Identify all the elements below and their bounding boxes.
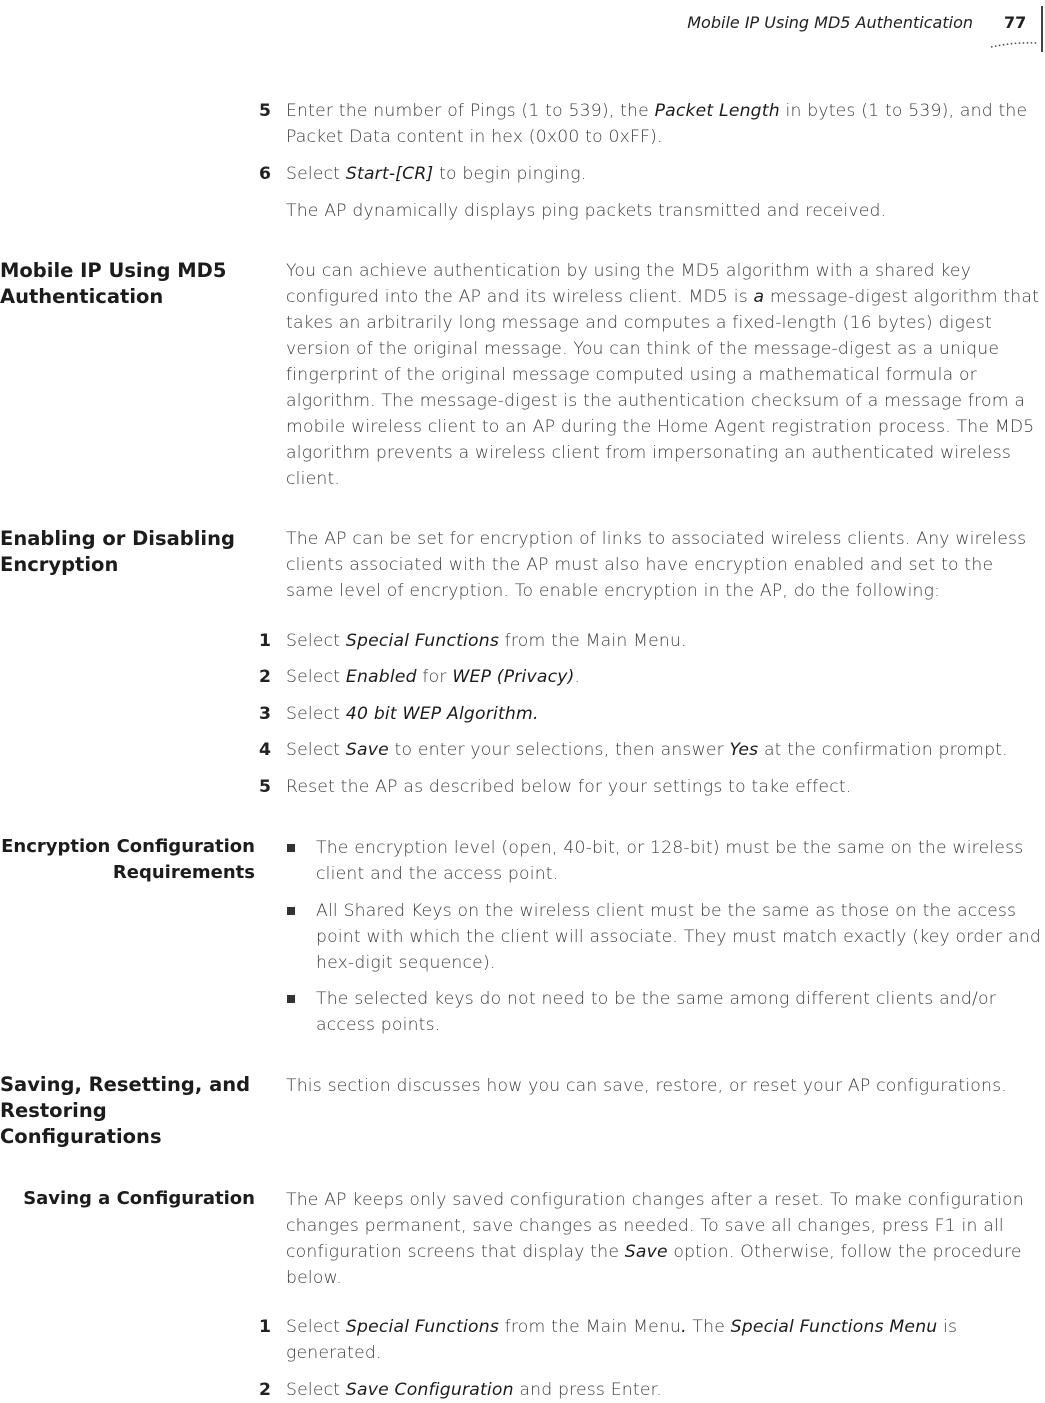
ui-term: Special Functions bbox=[345, 1317, 499, 1337]
md5-body: You can achieve authentication by using the MD5 algorithm with a shared key configured into the AP and its wireless client. MD5 is a message-digest algorithm that takes an arbitrarily long message and computes a fixed-length (16 bytes) digest version of the original message. You can think of the message-digest as a unique fingerprint of the original message computed using a mathematical formula or algorithm. The message-digest is the authentication checksum of a message from a mobile wireless client to an AP during the Home Agent registration process. The MD5 algorithm prevents a wireless client from impersonating an authenticated wireless client. bbox=[286, 261, 1040, 489]
saving-body: This section discusses how you can save, restore, or reset your AP configurations. bbox=[286, 1076, 1007, 1096]
step-text: Select 40 bit WEP Algorithm. bbox=[286, 704, 539, 724]
page-number: 77 bbox=[1004, 13, 1027, 32]
bullet-text: All Shared Keys on the wireless client must be the same as those on the access point with which the client will associate. They must match exactly (key order and hex-digit sequence). bbox=[316, 901, 1041, 973]
step-number: 6 bbox=[259, 164, 272, 184]
ui-term: 40 bit WEP Algorithm. bbox=[345, 704, 539, 724]
header-title: Mobile IP Using MD5 Authentication bbox=[687, 13, 973, 32]
step-number: 1 bbox=[259, 1317, 272, 1337]
encryption-body: The AP can be set for encryption of links to associated wireless clients. Any wireless clients associated with the AP must also have encryption enabled and set to the same level of encryption. To enable encryption in the AP, do the following: bbox=[286, 529, 1027, 601]
step-text: Enter the number of Pings (1 to 539), the Packet Length in bytes (1 to 539), and the Packet Data content in hex (0x00 to 0xFF). bbox=[286, 101, 1028, 147]
saving-configuration-body: The AP keeps only saved configuration changes after a reset. To make configuration changes permanent, save changes as needed. To save all changes, press F1 in all configuration screens that display the Save option. Otherwise, follow the procedure below. bbox=[286, 1190, 1024, 1288]
step-text: Select Save to enter your selections, then answer Yes at the confirmation prompt. bbox=[286, 740, 1008, 760]
section-heading-md5: Mobile IP Using MD5 Authentication bbox=[0, 259, 227, 308]
ui-term: Special Functions bbox=[345, 631, 499, 651]
ui-term: Save bbox=[624, 1242, 668, 1262]
step-number: 3 bbox=[259, 704, 272, 724]
bullet-square-icon bbox=[287, 907, 295, 915]
bullet-square-icon bbox=[287, 995, 295, 1003]
ui-term: WEP (Privacy) bbox=[452, 667, 575, 687]
header-dotted-curve bbox=[990, 42, 1038, 48]
ui-term: Save bbox=[345, 740, 389, 760]
ui-term: Save Configuration bbox=[345, 1380, 514, 1400]
step-text: Reset the AP as described below for your settings to take effect. bbox=[286, 777, 852, 797]
section-heading-saving: Saving, Resetting, and Restoring Configurations bbox=[0, 1073, 251, 1148]
step-number: 1 bbox=[259, 631, 272, 651]
bullet-text: The encryption level (open, 40-bit, or 128-bit) must be the same on the wireless client and the access point. bbox=[316, 838, 1024, 884]
step-note: The AP dynamically displays ping packets transmitted and received. bbox=[286, 201, 887, 221]
step-text: Select Start-[CR] to begin pinging. bbox=[286, 164, 587, 184]
ui-term: Enabled bbox=[345, 667, 417, 687]
step-number: 5 bbox=[259, 777, 272, 797]
step-text: Select Save Configuration and press Enter. bbox=[286, 1380, 662, 1400]
step-text: Select Special Functions from the Main Menu. The Special Functions Menu is generated. bbox=[286, 1317, 958, 1363]
ui-term: Packet Length bbox=[654, 101, 780, 121]
step-number: 5 bbox=[259, 101, 272, 121]
header-corner-rule bbox=[1041, 6, 1043, 52]
ui-term: Start-[CR] bbox=[345, 164, 434, 184]
section-heading-requirements: Encryption Configuration Requirements bbox=[1, 836, 255, 883]
bullet-square-icon bbox=[287, 844, 295, 852]
section-heading-encryption: Enabling or Disabling Encryption bbox=[0, 527, 235, 576]
step-number: 2 bbox=[259, 1380, 272, 1400]
step-text: Select Special Functions from the Main Menu. bbox=[286, 631, 687, 651]
bullet-text: The selected keys do not need to be the same among different clients and/or access points. bbox=[316, 989, 996, 1035]
ui-term: Special Functions Menu bbox=[730, 1317, 938, 1337]
ui-term: Yes bbox=[729, 740, 759, 760]
step-number: 4 bbox=[259, 740, 272, 760]
step-number: 2 bbox=[259, 667, 272, 687]
section-heading-saving-configuration: Saving a Configuration bbox=[23, 1188, 255, 1209]
step-text: Select Enabled for WEP (Privacy). bbox=[286, 667, 581, 687]
